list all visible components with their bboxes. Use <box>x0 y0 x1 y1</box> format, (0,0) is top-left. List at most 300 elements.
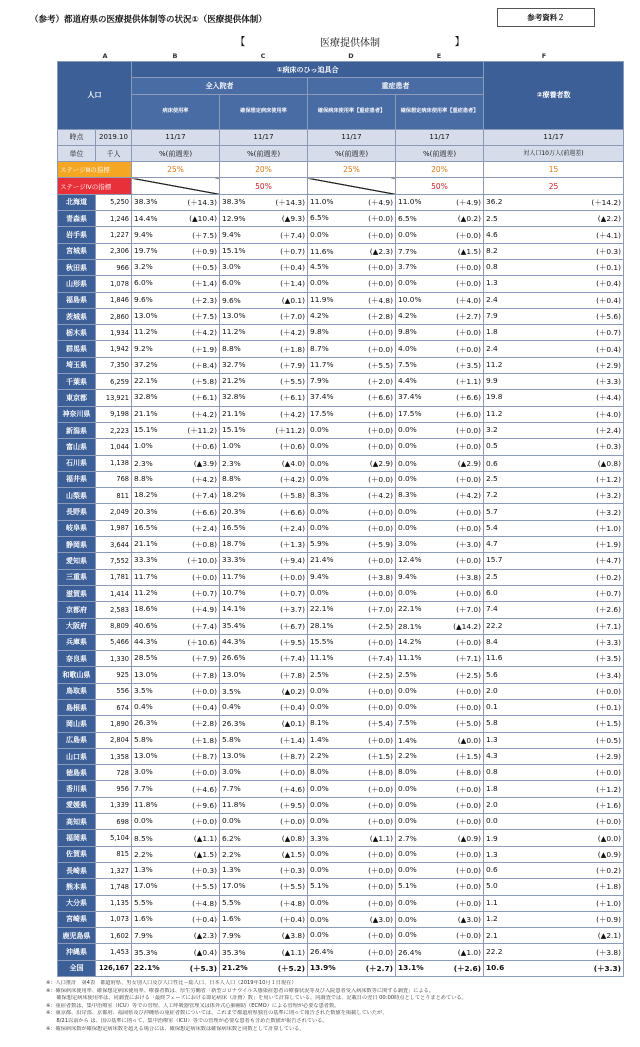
weekly-change: (＋1.5) <box>456 752 481 762</box>
metric-value: 0.6 <box>486 458 498 468</box>
metric-cell-e <box>396 390 484 406</box>
metric-value: 0.0% <box>310 816 329 826</box>
metric-value: 1.3% <box>222 865 241 875</box>
weekly-change: (＋0.0) <box>456 703 481 713</box>
weekly-change: (＋1.1) <box>456 377 481 387</box>
table-row <box>58 911 624 927</box>
table-row <box>58 748 624 764</box>
metric-cell-e <box>396 292 484 308</box>
metric-cell-f <box>484 488 624 504</box>
prefecture-name: 秋田県 <box>58 259 96 275</box>
weekly-change: (＋4.2) <box>192 474 217 484</box>
metric-value: 0.0% <box>398 506 417 516</box>
weekly-change: (＋9.5) <box>280 637 305 647</box>
weekly-change: (▲0.2) <box>457 214 481 224</box>
weekly-change: (＋0.0) <box>368 426 393 436</box>
metric-cell-e <box>396 846 484 862</box>
metric-value: 22.1% <box>134 376 158 386</box>
metric-value: 0.0% <box>134 816 153 826</box>
metric-value: 5.9% <box>310 539 329 549</box>
metric-value: 1.4% <box>398 735 417 745</box>
metric-cell-c <box>220 276 308 292</box>
weekly-change: (＋0.0) <box>368 279 393 289</box>
weekly-change: (＋5.3) <box>189 963 217 973</box>
population-value: 1,135 <box>96 895 132 911</box>
metric-cell-c <box>220 699 308 715</box>
prefecture-name: 徳島県 <box>58 765 96 781</box>
population-value: 9,198 <box>96 406 132 422</box>
weekly-change: (▲1.1) <box>369 833 393 843</box>
metric-cell-d <box>308 471 396 487</box>
metric-cell-d <box>308 211 396 227</box>
table-row <box>58 259 624 275</box>
weekly-change: (＋0.0) <box>368 442 393 452</box>
weekly-change: (＋0.9) <box>596 914 621 924</box>
metric-cell-b <box>132 455 220 471</box>
footnote-line: ※：確保病床数が確保想定病床数を超える場合には、確保想定病床数は確保病床数と同数として計算している。 <box>46 1025 305 1032</box>
weekly-change: (＋0.0) <box>192 817 217 827</box>
table-row <box>58 374 624 390</box>
metric-cell-e <box>396 537 484 553</box>
metric-value: 36.2 <box>486 196 503 206</box>
metric-cell-d <box>308 585 396 601</box>
unit-row-value: %(前週差) <box>220 145 308 161</box>
weekly-change: (▲1.1) <box>281 947 305 957</box>
metric-cell-f <box>484 520 624 536</box>
table-row <box>58 325 624 341</box>
weekly-change: (＋6.7) <box>280 621 305 631</box>
metric-value: 0.0% <box>398 702 417 712</box>
metric-value: 0.0% <box>398 930 417 940</box>
time-row-value: 11/17 <box>132 129 220 145</box>
metric-cell-d <box>308 699 396 715</box>
metric-cell-e <box>396 422 484 438</box>
prefecture-name: 兵庫県 <box>58 634 96 650</box>
metric-cell-c <box>220 846 308 862</box>
weekly-change: (＋0.0) <box>368 523 393 533</box>
metric-cell-e <box>396 488 484 504</box>
weekly-change: (▲2.9) <box>457 458 481 468</box>
metric-cell-e <box>396 211 484 227</box>
population-value: 5,250 <box>96 194 132 210</box>
weekly-change: (＋1.9) <box>192 344 217 354</box>
metric-cell-b <box>132 325 220 341</box>
metric-value: 11.2 <box>486 408 503 418</box>
weekly-change: (＋0.0) <box>456 637 481 647</box>
metric-cell-c <box>220 602 308 618</box>
metric-cell-b <box>132 830 220 846</box>
metric-cell-f <box>484 308 624 324</box>
population-header: 人口 <box>58 62 132 130</box>
table-row <box>58 830 624 846</box>
metric-cell-e <box>396 618 484 634</box>
prefecture-name: 岩手県 <box>58 227 96 243</box>
prefecture-name: 山形県 <box>58 276 96 292</box>
metric-cell-e <box>396 308 484 324</box>
metric-value: 1.3 <box>486 849 498 859</box>
metric-cell-d <box>308 406 396 422</box>
metric-value: 0.0% <box>398 522 417 532</box>
metric-cell-f <box>484 406 624 422</box>
weekly-change: (▲10.4) <box>189 214 217 224</box>
metric-cell-d <box>308 944 396 960</box>
unit-row-label: 単位 <box>58 145 96 161</box>
prefecture-name: 愛知県 <box>58 553 96 569</box>
weekly-change: (＋4.8) <box>368 295 393 305</box>
weekly-change: (＋1.6) <box>596 800 621 810</box>
metric-value: 0.1 <box>486 702 498 712</box>
prefecture-name: 茨城県 <box>58 308 96 324</box>
prefecture-name: 長野県 <box>58 504 96 520</box>
metric-value: 0.8 <box>486 262 498 272</box>
prefecture-name: 佐賀県 <box>58 846 96 862</box>
weekly-change: (＋0.0) <box>368 947 393 957</box>
metric-value: 22.1% <box>398 604 422 614</box>
metric-value: 15.1% <box>134 425 158 435</box>
metric-value: 11.7% <box>134 571 158 581</box>
weekly-change: (＋0.0) <box>368 344 393 354</box>
table-row <box>58 488 624 504</box>
metric-cell-d <box>308 341 396 357</box>
metric-value: 2.5% <box>398 669 417 679</box>
table-row <box>58 211 624 227</box>
weekly-change: (▲2.3) <box>193 931 217 941</box>
weekly-change: (＋0.7) <box>192 589 217 599</box>
metric-value: 0.0% <box>310 522 329 532</box>
metric-value: 4.2% <box>398 311 417 320</box>
metric-value: 0.0% <box>310 702 329 712</box>
metric-value: 11.1% <box>310 653 334 663</box>
weekly-change: (＋0.7) <box>596 328 621 338</box>
population-value: 3,644 <box>96 537 132 553</box>
table-row <box>58 422 624 438</box>
metric-cell-d <box>308 374 396 390</box>
weekly-change: (＋4.2) <box>368 491 393 501</box>
population-value: 1,602 <box>96 928 132 944</box>
population-value: 811 <box>96 488 132 504</box>
weekly-change: (＋1.9) <box>596 540 621 550</box>
metric-cell-d <box>308 520 396 536</box>
metric-cell-c <box>220 716 308 732</box>
population-value: 8,809 <box>96 618 132 634</box>
weekly-change: (＋5.5) <box>280 377 305 387</box>
prefecture-name: 神奈川県 <box>58 406 96 422</box>
metric-cell-d <box>308 765 396 781</box>
metric-value: 7.2 <box>486 490 498 500</box>
metric-value: 11.7% <box>222 571 246 581</box>
stage3-threshold: 25% <box>132 162 220 178</box>
metric-cell-e <box>396 455 484 471</box>
metric-value: 0.0% <box>222 816 241 826</box>
metric-value: 11.0% <box>398 196 422 206</box>
metric-value: 5.5% <box>134 897 153 907</box>
weekly-change: (▲9.3) <box>281 214 305 224</box>
population-value: 13,921 <box>96 390 132 406</box>
metric-cell-c <box>220 325 308 341</box>
page-title: （参考）都道府県の医療提供体制等の状況①（医療提供体制） <box>30 15 267 25</box>
metric-cell-c <box>220 585 308 601</box>
metric-value: 0.0% <box>310 799 329 809</box>
metric-value: 0.0% <box>310 848 329 858</box>
metric-cell-b <box>132 667 220 683</box>
metric-cell-f <box>484 585 624 601</box>
weekly-change: (＋0.2) <box>596 572 621 582</box>
metric-cell-b <box>132 781 220 797</box>
metric-value: 4.2% <box>310 311 329 320</box>
weekly-change: (＋0.8) <box>192 540 217 550</box>
metric-cell-f <box>484 716 624 732</box>
metric-cell-c <box>220 357 308 373</box>
metric-value: 44.3% <box>134 636 158 646</box>
weekly-change: (＋8.7) <box>280 752 305 762</box>
weekly-change: (＋0.4) <box>192 703 217 713</box>
weekly-change: (＋8.7) <box>192 752 217 762</box>
prefecture-name: 広島県 <box>58 732 96 748</box>
metric-value: 2.0 <box>486 799 498 809</box>
metric-cell-d <box>308 960 396 976</box>
weekly-change: (＋0.0) <box>368 328 393 338</box>
weekly-change: (＋0.5) <box>192 263 217 273</box>
weekly-change: (＋0.4) <box>596 344 621 354</box>
weekly-change: (＋0.0) <box>368 882 393 892</box>
metric-cell-f <box>484 243 624 259</box>
weekly-change: (＋4.1) <box>596 230 621 240</box>
weekly-change: (＋0.0) <box>368 507 393 517</box>
weekly-change: (＋1.0) <box>596 898 621 908</box>
metric-value: 2.4 <box>486 343 498 353</box>
metric-cell-d <box>308 683 396 699</box>
metric-value: 17.5% <box>310 408 334 418</box>
metric-value: 15.7 <box>486 555 503 565</box>
table-row <box>58 227 624 243</box>
metric-cell-b <box>132 585 220 601</box>
table-row <box>58 602 624 618</box>
weekly-change: (＋0.0) <box>596 686 621 696</box>
weekly-change: (＋5.9) <box>368 540 393 550</box>
metric-cell-e <box>396 765 484 781</box>
metric-value: 11.8% <box>134 799 158 809</box>
metric-value: 21.2% <box>222 962 248 972</box>
metric-value: 9.8% <box>398 327 417 337</box>
weekly-change: (＋4.2) <box>192 328 217 338</box>
table-row <box>58 341 624 357</box>
metric-value: 0.0% <box>310 685 329 695</box>
weekly-change: (▲0.8) <box>281 833 305 843</box>
weekly-change: (▲1.0) <box>457 947 481 957</box>
metric-cell-f <box>484 797 624 813</box>
metric-cell-f <box>484 879 624 895</box>
weekly-change: (＋0.0) <box>596 768 621 778</box>
metric-cell-b <box>132 911 220 927</box>
metric-cell-d <box>308 830 396 846</box>
weekly-change: (＋3.3) <box>593 963 621 973</box>
weekly-change: (＋5.5) <box>280 882 305 892</box>
metric-cell-c <box>220 667 308 683</box>
metric-value: 19.8 <box>486 392 503 402</box>
metric-value: 9.4% <box>398 571 417 581</box>
metric-cell-e <box>396 569 484 585</box>
metric-value: 1.1 <box>486 897 498 907</box>
metric-cell-d <box>308 667 396 683</box>
weekly-change: (＋0.0) <box>368 735 393 745</box>
weekly-change: (＋2.8) <box>192 719 217 729</box>
metric-cell-f <box>484 455 624 471</box>
unit-row-population: 千人 <box>96 145 132 161</box>
unit-row-value: 対人口10万人(前週差) <box>484 145 624 161</box>
weekly-change: (▲0.0) <box>597 833 621 843</box>
metric-cell-b <box>132 504 220 520</box>
metric-cell-c <box>220 341 308 357</box>
metric-cell-c <box>220 488 308 504</box>
prefecture-name: 千葉県 <box>58 374 96 390</box>
metric-cell-c <box>220 243 308 259</box>
weekly-change: (＋3.8) <box>368 572 393 582</box>
metric-cell-b <box>132 374 220 390</box>
table-row <box>58 276 624 292</box>
col-letter-a: A <box>102 52 108 60</box>
weekly-change: (＋0.0) <box>368 589 393 599</box>
metric-value: 2.5% <box>310 669 329 679</box>
weekly-change: (＋7.1) <box>596 621 621 631</box>
metric-cell-d <box>308 732 396 748</box>
metric-cell-d <box>308 862 396 878</box>
weekly-change: (＋4.7) <box>596 556 621 566</box>
metric-cell-b <box>132 520 220 536</box>
weekly-change: (＋0.6) <box>280 442 305 452</box>
metric-value: 4.4% <box>398 376 417 386</box>
metric-cell-d <box>308 308 396 324</box>
metric-cell-d <box>308 814 396 830</box>
metric-value: 8.0% <box>398 767 417 777</box>
prefecture-name: 宮城県 <box>58 243 96 259</box>
severe-assumed-usage-header: 確保想定病床使用率【重症患者】 <box>396 94 484 129</box>
stage3-label: ステージⅢの指標 <box>58 162 132 178</box>
metric-cell-d <box>308 227 396 243</box>
metric-value: 1.3% <box>134 865 153 875</box>
population-value: 1,078 <box>96 276 132 292</box>
metric-cell-d <box>308 895 396 911</box>
weekly-change: (▲3.0) <box>457 914 481 924</box>
metric-cell-b <box>132 634 220 650</box>
weekly-change: (＋0.0) <box>456 784 481 794</box>
weekly-change: (＋4.8) <box>192 898 217 908</box>
metric-cell-f <box>484 194 624 210</box>
metric-value: 11.8% <box>222 799 246 809</box>
metric-cell-f <box>484 814 624 830</box>
metric-value: 15.1% <box>222 425 246 435</box>
weekly-change: (＋6.6) <box>192 507 217 517</box>
metric-cell-e <box>396 814 484 830</box>
table-row <box>58 862 624 878</box>
weekly-change: (＋1.8) <box>596 882 621 892</box>
metric-value: 0.0% <box>398 685 417 695</box>
table-row <box>58 765 624 781</box>
weekly-change: (＋10.0) <box>187 556 217 566</box>
metric-cell-c <box>220 765 308 781</box>
weekly-change: (＋1.0) <box>596 523 621 533</box>
footnote-line: ※：人口推計 第4表 都道府県、男女別人口及び人口性比－総人口、日本人人口（2019年10月１日現在） <box>46 980 297 986</box>
bracket-open: 【 <box>235 36 246 48</box>
metric-value: 0.0% <box>398 425 417 435</box>
metric-value: 7.9 <box>486 311 498 320</box>
metric-value: 20.3% <box>222 506 246 516</box>
metric-value: 7.5% <box>398 359 417 369</box>
weekly-change: (＋0.0) <box>456 344 481 354</box>
stage4-threshold: 25 <box>484 178 624 194</box>
metric-cell-f <box>484 830 624 846</box>
prefecture-name: 熊本県 <box>58 879 96 895</box>
population-value: 1,453 <box>96 944 132 960</box>
metric-value: 11.0% <box>310 196 334 206</box>
metric-cell-d <box>308 781 396 797</box>
bed-pressure-header: ①病床のひっ迫具合 <box>132 62 484 78</box>
population-value: 2,049 <box>96 504 132 520</box>
weekly-change: (＋2.6) <box>453 963 481 973</box>
population-value: 2,306 <box>96 243 132 259</box>
col-letter-e: E <box>436 52 442 60</box>
metric-cell-f <box>484 211 624 227</box>
weekly-change: (＋4.0) <box>596 409 621 419</box>
metric-cell-b <box>132 276 220 292</box>
weekly-change: (＋5.8) <box>280 491 305 501</box>
stage4-label: ステージⅣの指標 <box>58 178 132 194</box>
metric-value: 7.7% <box>134 783 153 793</box>
metric-cell-e <box>396 748 484 764</box>
metric-cell-f <box>484 602 624 618</box>
table-row <box>58 683 624 699</box>
prefecture-name: 岡山県 <box>58 716 96 732</box>
unit-row-value: %(前週差) <box>396 145 484 161</box>
metric-cell-f <box>484 325 624 341</box>
weekly-change: (＋6.0) <box>456 409 481 419</box>
weekly-change: (＋0.0) <box>368 474 393 484</box>
metric-cell-d <box>308 488 396 504</box>
metric-cell-f <box>484 895 624 911</box>
metric-value: 2.4 <box>486 294 498 304</box>
metric-cell-c <box>220 439 308 455</box>
weekly-change: (＋0.0) <box>456 507 481 517</box>
metric-cell-d <box>308 928 396 944</box>
population-value: 7,350 <box>96 357 132 373</box>
weekly-change: (＋14.3) <box>275 197 305 207</box>
weekly-change: (＋0.0) <box>368 784 393 794</box>
weekly-change: (＋3.3) <box>596 637 621 647</box>
population-value: 925 <box>96 667 132 683</box>
metric-cell-c <box>220 406 308 422</box>
prefecture-name: 大分県 <box>58 895 96 911</box>
weekly-change: (＋4.2) <box>192 409 217 419</box>
weekly-change: (▲2.2) <box>597 214 621 224</box>
metric-value: 0.0% <box>310 865 329 875</box>
metric-value: 0.0% <box>398 229 417 239</box>
metric-value: 11.2% <box>134 588 158 598</box>
metric-value: 19.7% <box>134 245 158 255</box>
weekly-change: (＋0.0) <box>368 686 393 696</box>
weekly-change: (▲0.8) <box>597 458 621 468</box>
metric-value: 33.3% <box>222 555 246 565</box>
assumed-bed-usage-header: 確保想定病床使用率 <box>220 94 308 129</box>
metric-value: 38.3% <box>222 196 246 206</box>
metric-value: 11.2% <box>222 327 246 337</box>
metric-value: 3.5% <box>134 685 153 695</box>
metric-value: 0.0% <box>310 229 329 239</box>
weekly-change: (＋6.1) <box>192 393 217 403</box>
metric-value: 32.8% <box>222 392 246 402</box>
weekly-change: (＋2.4) <box>596 426 621 436</box>
population-value: 698 <box>96 814 132 830</box>
metric-cell-f <box>484 960 624 976</box>
metric-value: 9.2% <box>134 343 153 353</box>
